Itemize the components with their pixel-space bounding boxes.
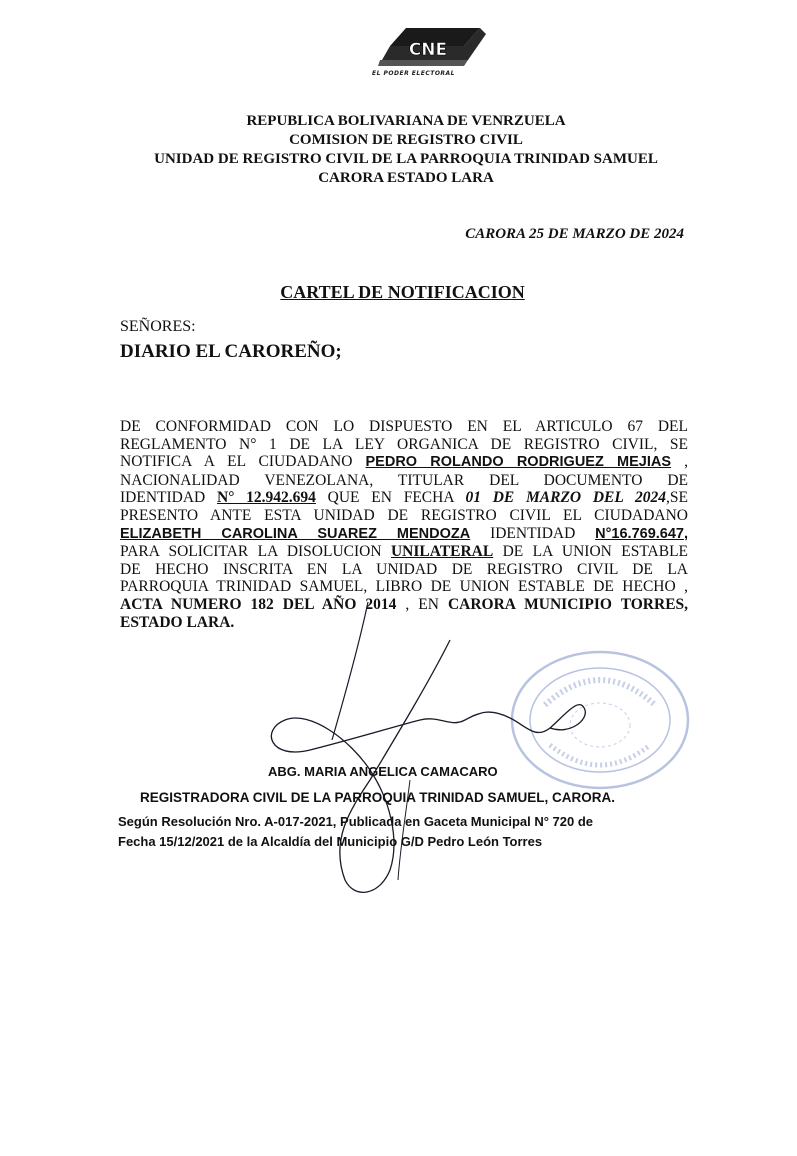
notified-person-name: PEDRO ROLANDO RODRIGUEZ MEJIAS — [365, 454, 672, 471]
header-line-4: CARORA ESTADO LARA — [318, 170, 494, 186]
header-line-2: COMISION DE REGISTRO CIVIL — [289, 132, 523, 148]
body-line: DE CONFORMIDAD CON LO DISPUESTO EN EL ARTICULO 67 DEL — [120, 418, 688, 435]
handwritten-signature — [250, 600, 610, 900]
body-line: DE HECHO INSCRITA EN LA UNIDAD DE REGISTRO CIVIL DE LA — [120, 560, 688, 578]
header-line-3: UNIDAD DE REGISTRO CIVIL DE LA PARROQUIA TRINIDAD SAMUEL — [154, 151, 658, 167]
location: CARORA MUNICIPIO TORRES, — [447, 595, 689, 613]
body-text: IDENTIDAD — [490, 524, 576, 542]
resolution-line-1: Según Resolución Nro. A-017-2021, Publicada en Gaceta Municipal N° 720 de — [118, 814, 594, 829]
signer-role: REGISTRADORA CIVIL DE LA PARROQUIA TRINIDAD SAMUEL, CARORA. — [140, 790, 616, 805]
body-line: ESTADO LARA. — [120, 613, 235, 631]
body-line — [120, 489, 688, 507]
body-text: PARA SOLICITAR LA DISOLUCION — [120, 543, 382, 561]
act-number: ACTA NUMERO 182 DEL AÑO 2014 — [120, 595, 397, 613]
applicant-id: N°16.769.647, — [595, 525, 689, 542]
body-line — [120, 525, 688, 544]
body-text: , EN — [405, 595, 439, 613]
body-line: NACIONALIDAD VENEZOLANA, TITULAR DEL DOCUMENTO DE — [120, 471, 688, 489]
body-line — [120, 453, 688, 472]
dissolution-type: UNILATERAL — [390, 543, 494, 561]
notified-person-id: N° 12.942.694 — [217, 489, 316, 507]
salutation: SEÑORES: — [120, 318, 196, 335]
logo-shadow — [378, 60, 468, 66]
body-text: NOTIFICA A EL CIUDADANO — [120, 453, 353, 471]
body-line — [120, 543, 688, 561]
applicant-name: ELIZABETH CAROLINA SUAREZ MENDOZA — [120, 525, 471, 542]
body-line: PARROQUIA TRINIDAD SAMUEL, LIBRO DE UNION ESTABLE DE HECHO , — [120, 578, 688, 596]
body-text: , — [684, 453, 688, 471]
logo-caption: EL PODER ELECTORAL — [372, 70, 456, 77]
body-line: REGLAMENTO N° 1 DE LA LEY ORGANICA DE REGISTRO CIVIL, SE — [120, 435, 688, 453]
body-text: IDENTIDAD — [120, 489, 206, 507]
resolution-line-2: Fecha 15/12/2021 de la Alcaldía del Municipio G/D Pedro León Torres — [118, 834, 543, 849]
letterhead — [100, 112, 712, 188]
document-date: CARORA 25 DE MARZO DE 2024 — [465, 226, 684, 242]
logo-mark: CNE — [408, 40, 448, 60]
body-text: DE LA UNION ESTABLE — [502, 543, 689, 561]
body-text: QUE EN FECHA — [327, 489, 454, 507]
body-text: ,SE — [666, 489, 689, 507]
filing-date: 01 DE MARZO DEL 2024 — [465, 489, 667, 507]
header-line-1: REPUBLICA BOLIVARIANA DE VENRZUELA — [246, 113, 566, 129]
signer-name: ABG. MARIA ANGELICA CAMACARO — [268, 764, 498, 779]
document-title: CARTEL DE NOTIFICACION — [280, 282, 525, 302]
recipient: DIARIO EL CAROREÑO; — [120, 341, 342, 362]
body-line: PRESENTO ANTE ESTA UNIDAD DE REGISTRO CIVIL EL CIUDADANO — [120, 506, 688, 524]
